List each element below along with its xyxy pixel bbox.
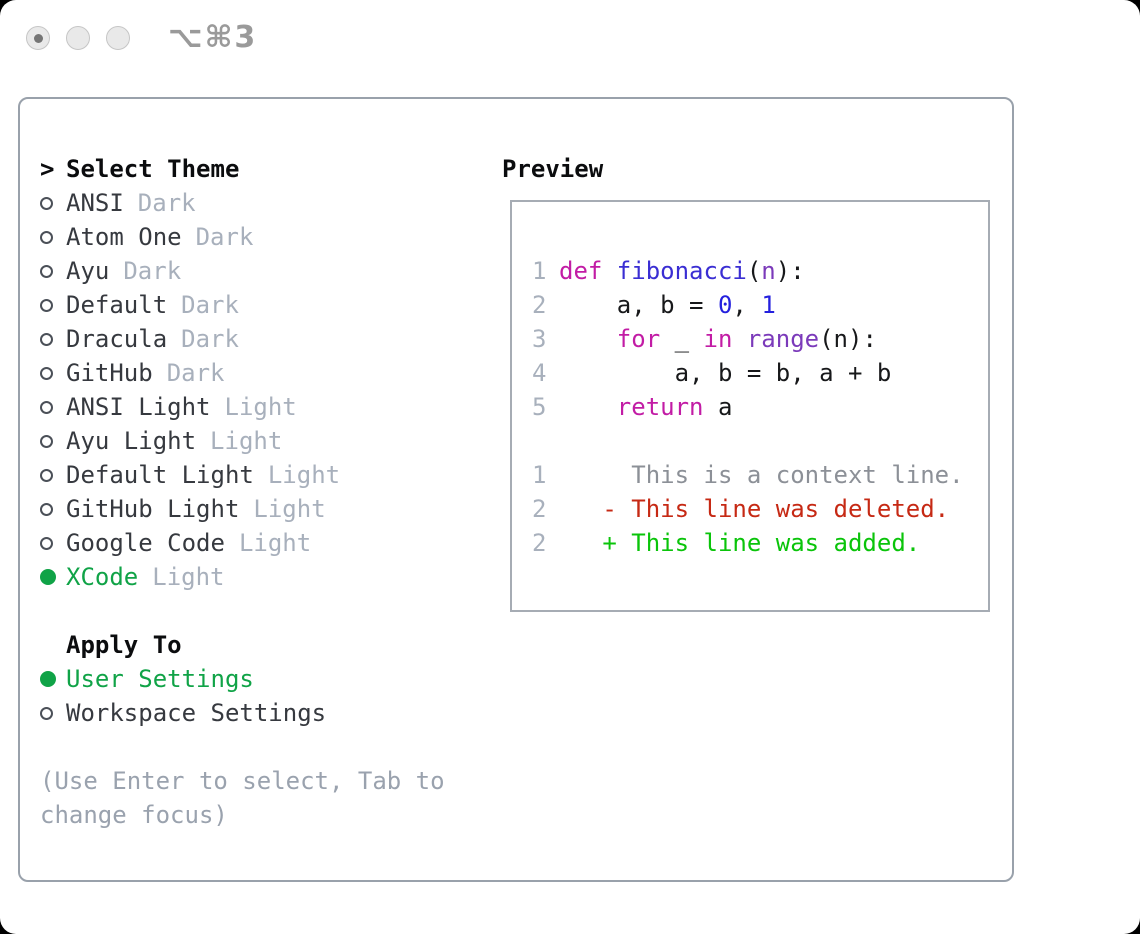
radio-unselected-icon [40, 231, 66, 244]
radio-unselected-icon [40, 333, 66, 346]
select-theme-title: Select Theme [66, 155, 240, 183]
prompt-caret-icon: > [40, 155, 55, 183]
radio-unselected-icon [40, 401, 66, 414]
theme-item[interactable] [40, 560, 472, 594]
code-token-plain: a, b = b, a + b [674, 359, 892, 387]
theme-item-label: Ayu Light [66, 427, 197, 455]
window-button-dot-icon [34, 34, 43, 43]
line-number: 4 [532, 359, 547, 387]
radio-unselected-icon [40, 367, 53, 380]
theme-item-label: ANSI Light [66, 393, 211, 421]
diff-line-deleted [532, 492, 988, 526]
preview-pane [510, 200, 990, 612]
theme-item[interactable] [40, 526, 472, 560]
theme-variant-tag: Dark [181, 291, 239, 319]
window-controls [26, 26, 130, 50]
code-token-number: 1 [761, 291, 776, 319]
line-number: 3 [532, 325, 547, 353]
theme-menu [40, 152, 472, 832]
apply-option-label: User Settings [66, 665, 254, 693]
code-token-plain: (n): [819, 325, 877, 353]
radio-unselected-icon [40, 367, 66, 380]
diff-text: - This line was deleted. [559, 495, 950, 523]
code-token-number: 0 [717, 291, 733, 319]
radio-unselected-icon [40, 197, 66, 210]
window-minimize-button[interactable] [66, 26, 90, 50]
apply-to-title: Apply To [66, 631, 182, 659]
code-line [532, 322, 988, 356]
theme-item-label: Google Code [66, 529, 225, 557]
theme-variant-tag: Dark [166, 359, 225, 387]
code-token-keyword: return [616, 393, 718, 421]
window-close-button[interactable] [26, 26, 50, 50]
radio-unselected-icon [40, 231, 53, 244]
window-zoom-button[interactable] [106, 26, 130, 50]
code-preview [532, 254, 988, 424]
theme-item[interactable] [40, 254, 472, 288]
radio-unselected-icon [40, 299, 66, 312]
line-number: 2 [532, 529, 547, 557]
code-token-keyword: for [616, 325, 675, 353]
theme-item-label: Atom One [66, 223, 182, 251]
radio-unselected-icon [40, 197, 53, 210]
apply-to-list [40, 662, 472, 730]
theme-item[interactable] [40, 458, 472, 492]
theme-item-label: Ayu [66, 257, 110, 285]
radio-unselected-icon [40, 537, 66, 550]
spacer [532, 424, 988, 458]
apply-option-label: Workspace Settings [66, 699, 327, 727]
theme-item[interactable] [40, 322, 472, 356]
theme-item[interactable] [40, 186, 472, 220]
radio-unselected-icon [40, 299, 53, 312]
theme-item-label: Default [66, 291, 168, 319]
radio-unselected-icon [40, 435, 66, 448]
theme-variant-tag: Light [238, 529, 312, 557]
code-token-plain: , [732, 291, 762, 319]
indent [559, 393, 617, 421]
select-theme-header [40, 152, 472, 186]
code-token-plain: a [717, 393, 733, 421]
diff-line-added [532, 526, 988, 560]
radio-unselected-icon [40, 469, 53, 482]
spacer [40, 594, 472, 628]
code-token-param: n [761, 257, 776, 285]
code-token-keyword: in [703, 325, 747, 353]
apply-option[interactable] [40, 696, 472, 730]
theme-variant-tag: Dark [195, 223, 254, 251]
radio-unselected-icon [40, 265, 66, 278]
code-token-builtin: range [746, 325, 820, 353]
indent [559, 291, 617, 319]
theme-variant-tag: Light [224, 393, 297, 421]
code-token-keyword: def [559, 257, 617, 285]
theme-variant-tag: Light [210, 427, 283, 455]
radio-unselected-icon [40, 333, 53, 346]
theme-item[interactable] [40, 492, 472, 526]
line-number: 2 [532, 291, 547, 319]
diff-line-context [532, 458, 988, 492]
radio-unselected-icon [40, 503, 66, 516]
line-number: 1 [532, 461, 547, 489]
radio-unselected-icon [40, 707, 53, 720]
indent [559, 325, 617, 353]
code-token-plain: ( [746, 257, 762, 285]
theme-item[interactable] [40, 390, 472, 424]
code-line [532, 254, 988, 288]
code-line [532, 288, 988, 322]
radio-unselected-icon [40, 537, 53, 550]
radio-selected-icon [40, 569, 66, 585]
theme-item-label: Dracula [66, 325, 168, 353]
theme-item[interactable] [40, 288, 472, 322]
radio-selected-icon [40, 671, 56, 687]
code-token-plain: ): [775, 257, 805, 285]
theme-item[interactable] [40, 424, 472, 458]
diff-text: + This line was added. [559, 529, 921, 557]
theme-variant-tag: Light [267, 461, 341, 489]
theme-item-label: GitHub [66, 359, 153, 387]
code-token-function: fibonacci [616, 257, 747, 285]
theme-item-label: GitHub Light [66, 495, 240, 523]
theme-variant-tag: Light [152, 563, 225, 591]
theme-item-label: Default Light [66, 461, 254, 489]
radio-unselected-icon [40, 435, 53, 448]
theme-variant-tag: Light [253, 495, 326, 523]
spacer [40, 730, 472, 764]
radio-selected-icon [40, 671, 66, 687]
indent [559, 359, 675, 387]
diff-text: This is a context line. [559, 461, 964, 489]
usage-hint: (Use Enter to select, Tab to change focus) [40, 767, 445, 829]
theme-list [40, 186, 472, 594]
theme-picker-panel [18, 97, 1014, 882]
theme-variant-tag: Dark [123, 257, 182, 285]
theme-variant-tag: Dark [137, 189, 196, 217]
code-token-plain: _ [674, 325, 704, 353]
theme-item[interactable] [40, 220, 472, 254]
code-token-plain: a, b = [616, 291, 718, 319]
theme-item[interactable] [40, 356, 472, 390]
theme-variant-tag: Dark [181, 325, 239, 353]
line-number: 2 [532, 495, 547, 523]
keyboard-shortcut-label: ⌥⌘3 [168, 20, 258, 55]
radio-selected-icon [40, 569, 56, 585]
apply-to-header [40, 628, 472, 662]
radio-unselected-icon [40, 401, 53, 414]
radio-unselected-icon [40, 707, 66, 720]
code-line [532, 390, 988, 424]
radio-unselected-icon [40, 503, 53, 516]
diff-preview [532, 458, 988, 560]
line-number: 5 [532, 393, 547, 421]
radio-unselected-icon [40, 265, 53, 278]
theme-item-label: ANSI [66, 189, 124, 217]
preview-title: Preview [502, 155, 604, 183]
code-line [532, 356, 988, 390]
radio-unselected-icon [40, 469, 66, 482]
line-number: 1 [532, 257, 547, 285]
theme-item-label: XCode [66, 563, 139, 591]
apply-option[interactable] [40, 662, 472, 696]
